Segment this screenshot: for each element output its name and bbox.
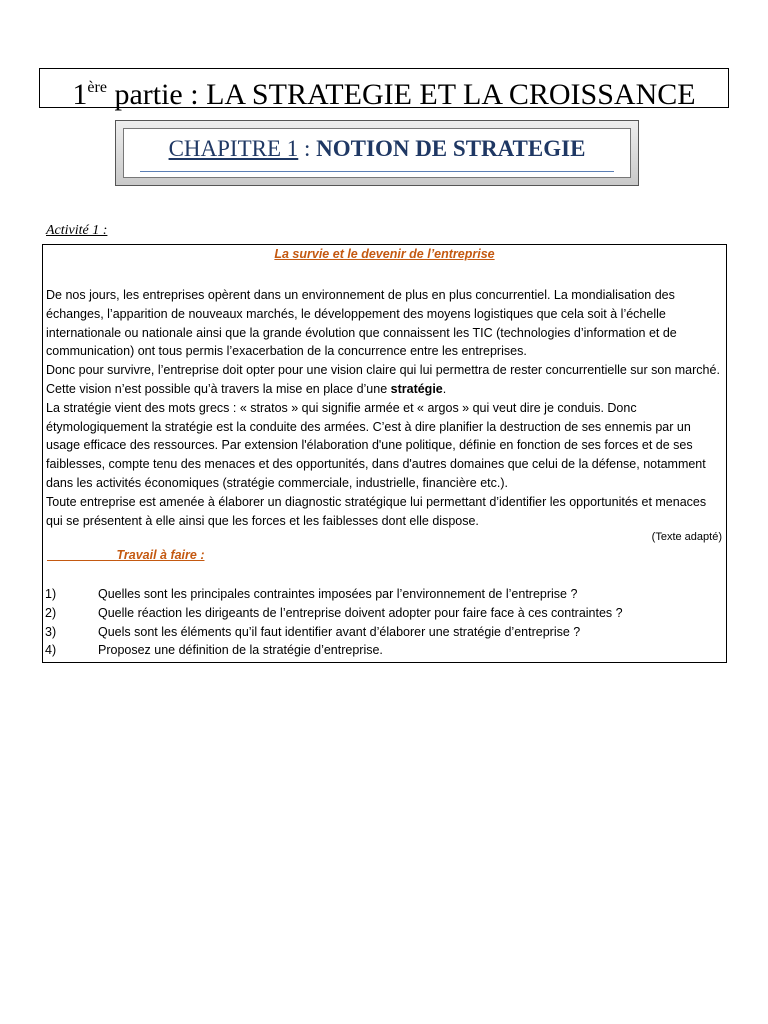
question-list — [45, 585, 723, 660]
paragraph-2-text: Donc pour survivre, l’entreprise doit opter pour une vision claire qui lui permettra de rester concurrentielle sur son marché. Cette vision n’est possible qu’à travers la mise en place d’une — [46, 363, 720, 396]
paragraph-2 — [46, 361, 724, 399]
activity-box — [42, 244, 727, 663]
paragraph-4: Toute entreprise est amenée à élaborer un diagnostic stratégique lui permettant d’identifier les opportunités et menaces qui se présentent à elle ainsi que les forces et les faiblesses dont elle dispose. — [46, 494, 707, 528]
question-number: 1) — [45, 587, 57, 601]
chapter-underline-rule — [140, 171, 614, 172]
activity-text — [46, 286, 724, 530]
question-number: 2) — [45, 605, 57, 620]
question-text: Quels sont les éléments qu’il faut identifier avant d’élaborer une stratégie d’entreprise ? — [98, 624, 581, 639]
question-text: Quelle réaction les dirigeants de l’entreprise doivent adopter pour faire face à ces contraintes ? — [98, 605, 623, 620]
part-prefix: partie : — [106, 78, 207, 111]
question-text: Proposez une définition de la stratégie d’entreprise. — [98, 643, 383, 658]
paragraph-2-end: . — [442, 381, 447, 396]
paragraph-3: La stratégie vient des mots grecs : « stratos » qui signifie armée et « argos » qui veut dire je conduis. Donc étymologiquement la stratégie est la conduite des armées. C’est à dire planifier la destruction de ses ennemis par un usage efficace des ressources. Par extension l'élaboration d'une politique, définie en fonction de ses forces et de ses faiblesses, compte tenu des menaces et des opportunités, dans d'autres domaines que celui de la défense, notamment dans les activités économiques (stratégie commerciale, industrielle, financière etc.). — [46, 400, 706, 490]
chapter-separator: : — [298, 136, 317, 161]
chapter-inner — [123, 128, 631, 178]
question-text: Quelles sont les principales contraintes imposées par l’environnement de l’entreprise ? — [98, 587, 578, 601]
activity-title: La survie et le devenir de l’entreprise — [274, 247, 495, 261]
chapter-heading — [124, 129, 630, 169]
source-note: (Texte adapté) — [651, 531, 722, 543]
list-item — [45, 585, 723, 604]
list-item — [45, 623, 723, 642]
question-number: 3) — [45, 624, 57, 639]
question-number: 4) — [45, 643, 57, 658]
chapter-frame — [115, 120, 639, 186]
part-superscript: ère — [87, 79, 107, 96]
part-title-text: LA STRATEGIE ET LA CROISSANCE — [206, 78, 696, 111]
strategy-keyword: stratégie — [390, 381, 443, 396]
activity-label: Activité 1 : — [46, 223, 108, 238]
part-number: 1 — [72, 78, 88, 111]
chapter-title: NOTION DE STRATEGIE — [316, 136, 586, 161]
chapter-number: CHAPITRE 1 — [168, 136, 299, 161]
part-title — [39, 68, 729, 111]
work-label-text: Travail à faire : — [116, 548, 205, 562]
paragraph-1: De nos jours, les entreprises opèrent dans un environnement de plus en plus concurrentiel. La mondialisation des échanges, l’apparition de nouveaux marchés, le développement des moyens logistiques que cela soit à l’échelle internationale ou nationale ainsi que la grande évolution que connaissent les TIC (technologies d’information et de communication) ont tous permis l’exacerbation de la concurrence entre les entreprises. — [46, 288, 677, 359]
work-label — [47, 548, 247, 562]
list-item — [45, 604, 723, 623]
list-item — [45, 641, 723, 660]
